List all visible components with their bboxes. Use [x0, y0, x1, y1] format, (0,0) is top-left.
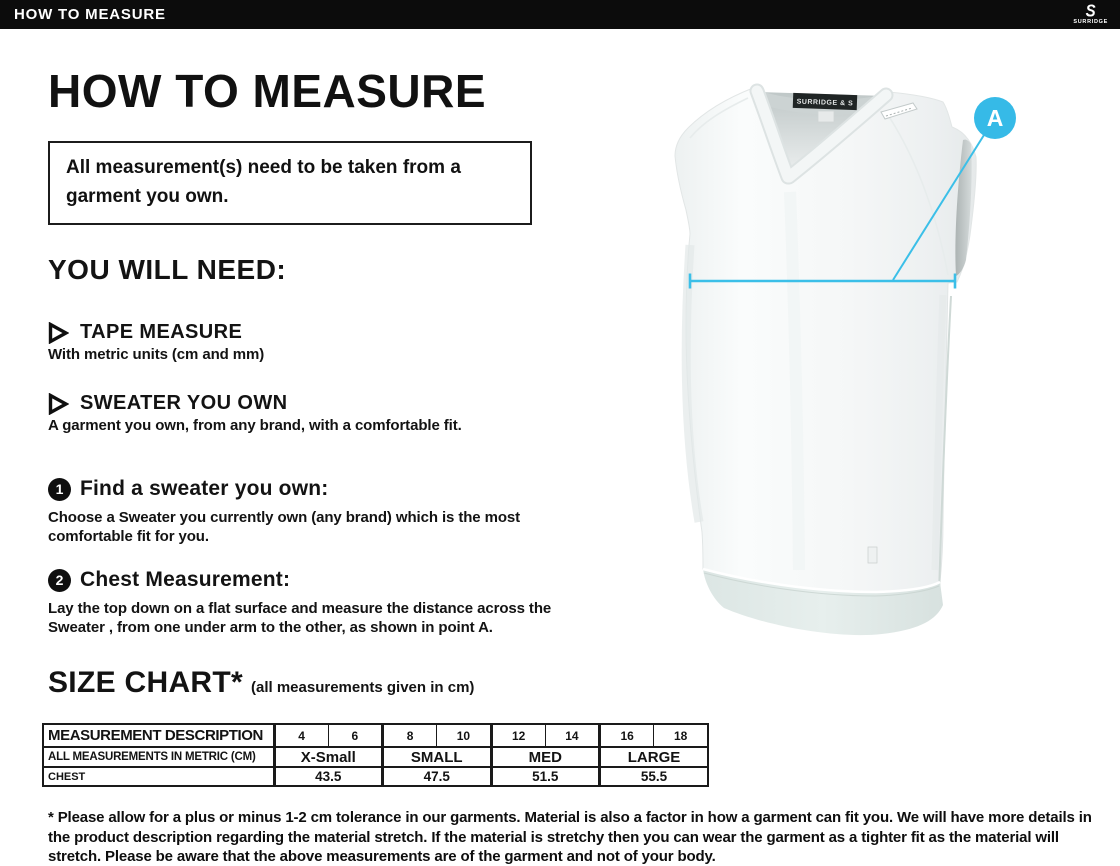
- point-a-label: A: [986, 105, 1004, 131]
- size-chart-table: [42, 723, 709, 787]
- step-1-title-row: [48, 477, 328, 501]
- step-2-title: Chest Measurement:: [80, 568, 291, 591]
- table-header-measurement-description: MEASUREMENT DESCRIPTION: [43, 724, 274, 747]
- triangle-bullet-icon: [48, 393, 69, 415]
- need-item-tape-measure: [48, 321, 242, 344]
- top-bar-title: HOW TO MEASURE: [14, 6, 166, 23]
- neck-label-text: SURRIDGE & S: [796, 98, 854, 108]
- step-2-title-row: [48, 568, 290, 592]
- need-item-subtitle: With metric units (cm and mm): [48, 346, 265, 363]
- sleeveless-sweater-image: [618, 50, 1118, 670]
- you-will-need-heading: YOU WILL NEED:: [48, 254, 287, 285]
- need-item-title: SWEATER YOU OWN: [80, 392, 288, 414]
- step-2-number-badge: 2: [48, 569, 71, 592]
- surridge-logo-icon: [1073, 1, 1112, 26]
- size-col-header: 8: [383, 724, 437, 747]
- neck-size-tag: [818, 111, 834, 122]
- point-a-marker: [974, 97, 1016, 139]
- surridge-logo-text: SURRIDGE: [1073, 18, 1108, 25]
- surridge-s-icon: S: [1085, 1, 1096, 22]
- size-chart-heading-row: [48, 666, 474, 700]
- step-1-number-badge: 1: [48, 478, 71, 501]
- garment-diagram: [618, 50, 1118, 670]
- size-col-header: 10: [437, 724, 491, 747]
- step-2-body: Lay the top down on a flat surface and measure the distance across the Sweater , from one under arm to the other, as shown in point A.: [48, 600, 552, 637]
- neck-label: [793, 93, 857, 110]
- table-row-label-chest: CHEST: [43, 767, 274, 786]
- size-col-header: 12: [491, 724, 545, 747]
- chest-value: 51.5: [491, 767, 600, 786]
- size-col-header: 16: [600, 724, 654, 747]
- step-1-body: Choose a Sweater you currently own (any brand) which is the most comfortable fit for you.: [48, 509, 521, 546]
- tolerance-disclaimer: * Please allow for a plus or minus 1-2 cm tolerance in our garments. Material is also a factor in how a garment can fit you. We will have more details in the product description regarding the material stretch. If the material is stretchy then you can wear the garment as a tighter fit as the material will stretch. Please be aware that the above measurements are of the garment and not of your body.: [48, 809, 1092, 865]
- notice-box: All measurement(s) need to be taken from a garment you own.: [48, 141, 532, 225]
- size-col-header: 6: [328, 724, 382, 747]
- step-1-title: Find a sweater you own:: [80, 477, 329, 500]
- need-item-subtitle: A garment you own, from any brand, with a comfortable fit.: [48, 417, 462, 434]
- need-item-title: TAPE MEASURE: [80, 321, 243, 343]
- triangle-bullet-icon: [48, 322, 69, 344]
- size-chart-subheading: (all measurements given in cm): [250, 679, 475, 696]
- chest-value: 43.5: [274, 767, 383, 786]
- size-chart-heading: SIZE CHART*: [48, 666, 243, 699]
- size-col-header: 4: [274, 724, 328, 747]
- size-col-header: 14: [545, 724, 599, 747]
- size-col-header: 18: [654, 724, 708, 747]
- size-group-label: LARGE: [600, 747, 709, 767]
- chest-value: 55.5: [600, 767, 709, 786]
- size-group-label: SMALL: [383, 747, 492, 767]
- size-group-label: MED: [491, 747, 600, 767]
- care-label: [868, 547, 877, 563]
- chest-value: 47.5: [383, 767, 492, 786]
- size-group-label: X-Small: [274, 747, 383, 767]
- page-title: HOW TO MEASURE: [48, 65, 487, 117]
- sweater-body: [675, 88, 976, 592]
- table-metric-label: ALL MEASUREMENTS IN METRIC (CM): [43, 747, 274, 767]
- need-item-sweater: [48, 392, 287, 415]
- top-bar: [0, 0, 1120, 29]
